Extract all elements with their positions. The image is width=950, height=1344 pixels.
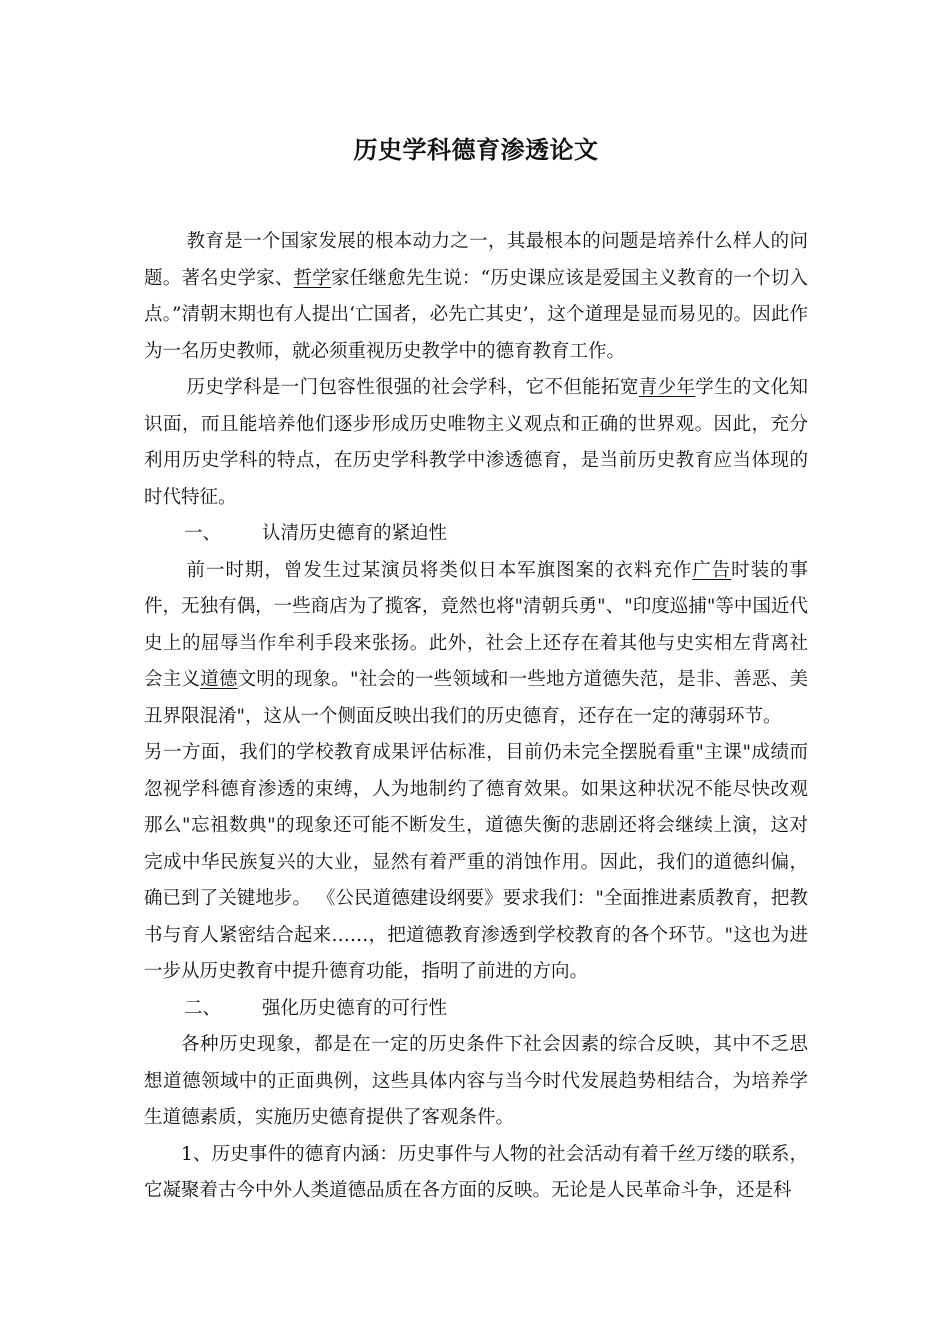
paragraph-feasibility: 各种历史现象，都是在一定的历史条件下社会因素的综合反映，其中不乏思想道德领域中的正面典例，这些具体内容与当今时代发展趋势相结合，为培养学生道德素质，实施历史德育提供了客观条件。 <box>144 1034 808 1128</box>
section-number: 一、 <box>184 523 222 544</box>
paragraph-subject <box>144 370 808 516</box>
section-heading-1 <box>144 516 808 553</box>
hyperlink-philosophy[interactable]: 哲学 <box>293 267 332 289</box>
section-heading-2 <box>144 991 808 1028</box>
paragraph-events: 1、历史事件的德育内涵：历史事件与人物的社会活动有着千丝万缕的联系，它凝聚着古今中外人类道德品质在各方面的反映。无论是人民革命斗争，还是科 <box>144 1143 808 1201</box>
paragraph-text: 家任继愈先生说：“历史课应该是爱国主义教育的一个切入点。”清朝末期也有人提出‘亡国者，必先亡其史’，这个道理是显而易见的。因此作为一名历史教师，就必须重视历史教学中的德育教育工作。 <box>144 267 808 362</box>
hyperlink-youth[interactable]: 青少年 <box>638 377 696 398</box>
section-title: 认清历史德育的紧迫性 <box>262 523 448 544</box>
hyperlink-morality[interactable]: 道德 <box>200 669 238 690</box>
paragraph-text: 历史学科是一门包容性很强的社会学科，它不但能拓宽 <box>186 377 639 398</box>
hyperlink-advertisement[interactable]: 广告 <box>692 559 732 581</box>
paragraph-urgency <box>144 553 808 736</box>
section-number: 二、 <box>184 997 222 1019</box>
paragraph-text: 时装的事件，无独有偶，一些商店为了揽客，竟然也将"清朝兵勇"、"印度巡捕"等中国近代史上的屈辱当作牟利手段来张扬。此外，社会上还存在着其他与史实相左背离社会主义 <box>144 559 808 690</box>
paragraph-evaluation: 另一方面，我们的学校教育成果评估标准，目前仍未完全摆脱看重"主课"成绩而忽视学科德育渗透的束缚，人为地制约了德育效果。如果这种状况不能尽快改观那么"忘祖数典"的现象还可能不断发生，道德失衡的悲剧还将会继续上演，这对完成中华民族复兴的大业，显然有着严重的消蚀作用。因此，我们的道德纠偏，确已到了关键地步。 《公民道德建设纲要》要求我们："全面推进素质教育，把教书与育人紧密结合起来……，把道德教育渗透到学校教育的各个环节。"这也为进一步从历史教育中提升德育功能，指明了前进的方向。 <box>144 742 808 982</box>
paragraph-text: 文明的现象。"社会的一些领域和一些地方道德失范，是非、善恶、美丑界限混淆"，这从一个侧面反映出我们的历史德育，还存在一定的薄弱环节。 <box>144 669 808 727</box>
paragraph-text: 前一时期，曾发生过某演员将类似日本军旗图案的衣料充作 <box>186 559 693 581</box>
paragraph-text: 学生的文化知识面，而且能培养他们逐步形成历史唯物主义观点和正确的世界观。因此，充分利用历史学科的特点，在历史学科教学中渗透德育，是当前历史教育应当体现的时代特征。 <box>144 377 808 508</box>
document-title: 历史学科德育渗透论文 <box>353 135 599 164</box>
paragraph-intro <box>144 224 808 370</box>
section-title: 强化历史德育的可行性 <box>262 997 448 1019</box>
paragraph-text: 教育是一个国家发展的根本动力之一，其最根本的问题是培养什么样人的问题。著名史学家、 <box>144 231 808 289</box>
